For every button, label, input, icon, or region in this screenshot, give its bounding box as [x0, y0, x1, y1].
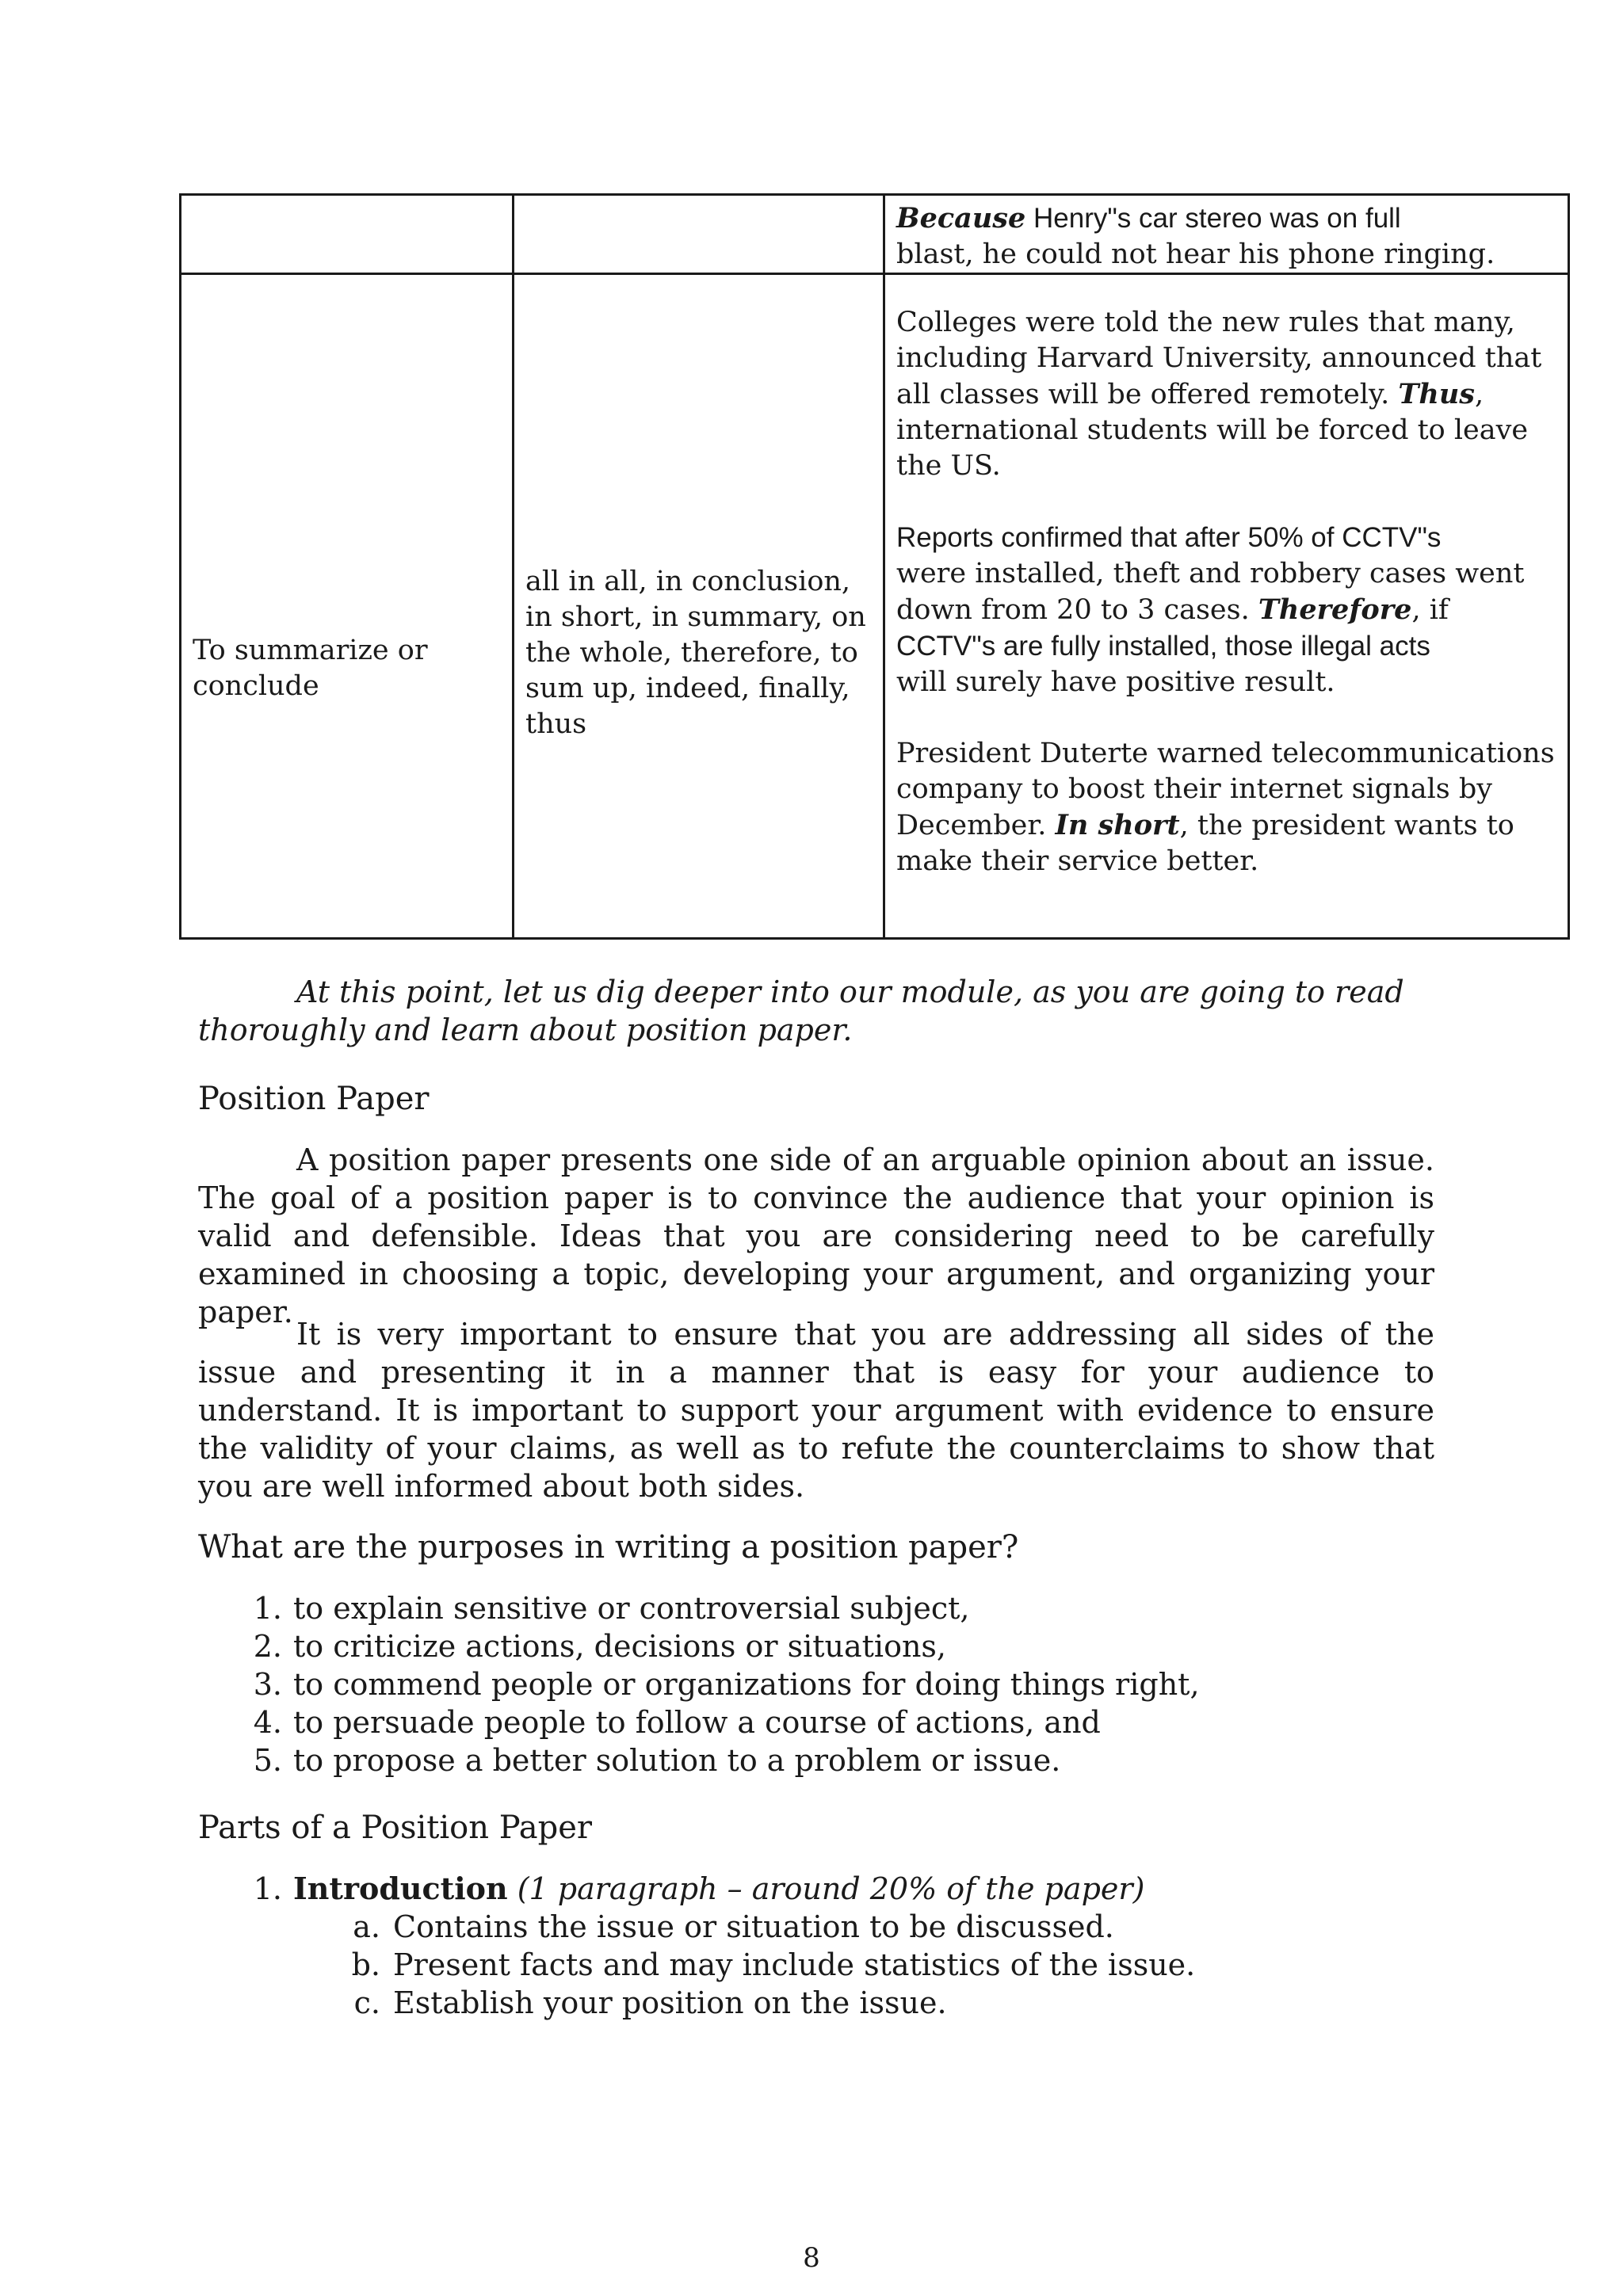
part-note: (1 paragraph – around 20% of the paper) [507, 1871, 1145, 1906]
emphasis-word: Thus [1398, 378, 1476, 410]
example-text: will surely have positive result. [896, 666, 1335, 698]
purposes-list [246, 1589, 1200, 1779]
list-letter: b. [351, 1947, 380, 1982]
list-item-text: Contains the issue or situation to be discussed. [393, 1909, 1114, 1944]
table-cell-connectors [514, 274, 884, 939]
list-item [246, 1589, 1200, 1627]
sub-list [344, 1908, 1195, 2022]
example-text: Reports confirmed that after 50% of CCTV"s [896, 522, 1442, 553]
list-letter: c. [353, 1985, 380, 2020]
example-text: blast, he could not hear his phone ringing. [896, 238, 1495, 270]
list-item-text: to explain sensitive or controversial subject, [293, 1591, 970, 1626]
list-item [246, 1741, 1200, 1779]
list-number: 4. [253, 1705, 282, 1740]
list-item [246, 1627, 1200, 1665]
intro-paragraph: At this point, let us dig deeper into our module, as you are going to read thoroughly and learn about position paper. [198, 974, 1404, 1047]
example-text: President Duterte warned telecommunications company to boost their internet signals by December. [896, 738, 1555, 841]
table-cell-example [884, 195, 1569, 274]
list-number: 3. [253, 1667, 282, 1702]
section-heading: Position Paper [198, 1081, 430, 1117]
table-row [181, 274, 1569, 939]
list-item-text: to commend people or organizations for doing things right, [293, 1667, 1200, 1702]
example-text: CCTV"s are fully installed, those illegal acts [896, 631, 1430, 662]
example-text: Colleges were told the new rules that many, including Harvard University, announced that all classes will be offered remotely. [896, 307, 1542, 410]
parts-list [246, 1870, 1195, 2022]
list-item [344, 1984, 1195, 2022]
list-item [246, 1870, 1195, 2022]
table-row [181, 195, 1569, 274]
list-item [344, 1946, 1195, 1984]
section-heading: Parts of a Position Paper [198, 1810, 593, 1846]
emphasis-word: Because [896, 202, 1026, 235]
table-cell-purpose [181, 274, 514, 939]
table-cell-example [884, 274, 1569, 939]
part-title: Introduction [293, 1871, 508, 1906]
list-number: 2. [253, 1629, 282, 1664]
example-text: were installed, theft and robbery cases went down from 20 to 3 cases. [896, 558, 1525, 626]
emphasis-word: In short [1055, 809, 1180, 841]
table-cell-connectors [514, 195, 884, 274]
example-paragraph [896, 736, 1556, 879]
example-text: , if [1411, 594, 1449, 626]
connectors-table [179, 193, 1570, 940]
connectors-text: all in all, in conclusion, in short, in summary, on the whole, therefore, to sum up, indeed, finally, thus [525, 566, 866, 740]
list-item-text: to propose a better solution to a problem or issue. [293, 1743, 1061, 1778]
section-heading: What are the purposes in writing a position paper? [198, 1529, 1019, 1566]
page-number: 8 [803, 2242, 820, 2274]
example-text: , the president wants to make their service better. [896, 810, 1514, 877]
list-number: 1. [253, 1871, 282, 1906]
body-paragraph: It is very important to ensure that you are addressing all sides of the issue and presenting it in a manner that is easy for your audience to understand. It is important to support your argument with evidence to ensure the validity of your claims, as well as to refute the counterclaims to show that you are well informed about both sides. [198, 1317, 1434, 1504]
body-paragraph: A position paper presents one side of an arguable opinion about an issue. The goal of a position paper is to convince the audience that your opinion is valid and defensible. Ideas that you are considering need to be carefully examined in choosing a topic, developing your argument, and organizing your paper. [198, 1142, 1434, 1329]
list-item [344, 1908, 1195, 1946]
list-item-text: Establish your position on the issue. [393, 1985, 947, 2020]
list-item [246, 1703, 1200, 1741]
purpose-text: To summarize or conclude [193, 635, 428, 702]
example-text: Henry"s car stereo was on full [1025, 203, 1401, 234]
list-item-text: Present facts and may include statistics of the issue. [393, 1947, 1196, 1982]
list-number: 1. [253, 1591, 282, 1626]
example-paragraph [896, 520, 1556, 700]
example-text: , international students will be forced to leave the US. [896, 379, 1529, 482]
list-item-text: to persuade people to follow a course of actions, and [293, 1705, 1101, 1740]
list-item [246, 1665, 1200, 1703]
list-number: 5. [253, 1743, 282, 1778]
table-cell-purpose [181, 195, 514, 274]
list-item-text: to criticize actions, decisions or situations, [293, 1629, 947, 1664]
example-paragraph [896, 305, 1556, 484]
list-letter: a. [353, 1909, 380, 1944]
emphasis-word: Therefore [1258, 593, 1412, 626]
